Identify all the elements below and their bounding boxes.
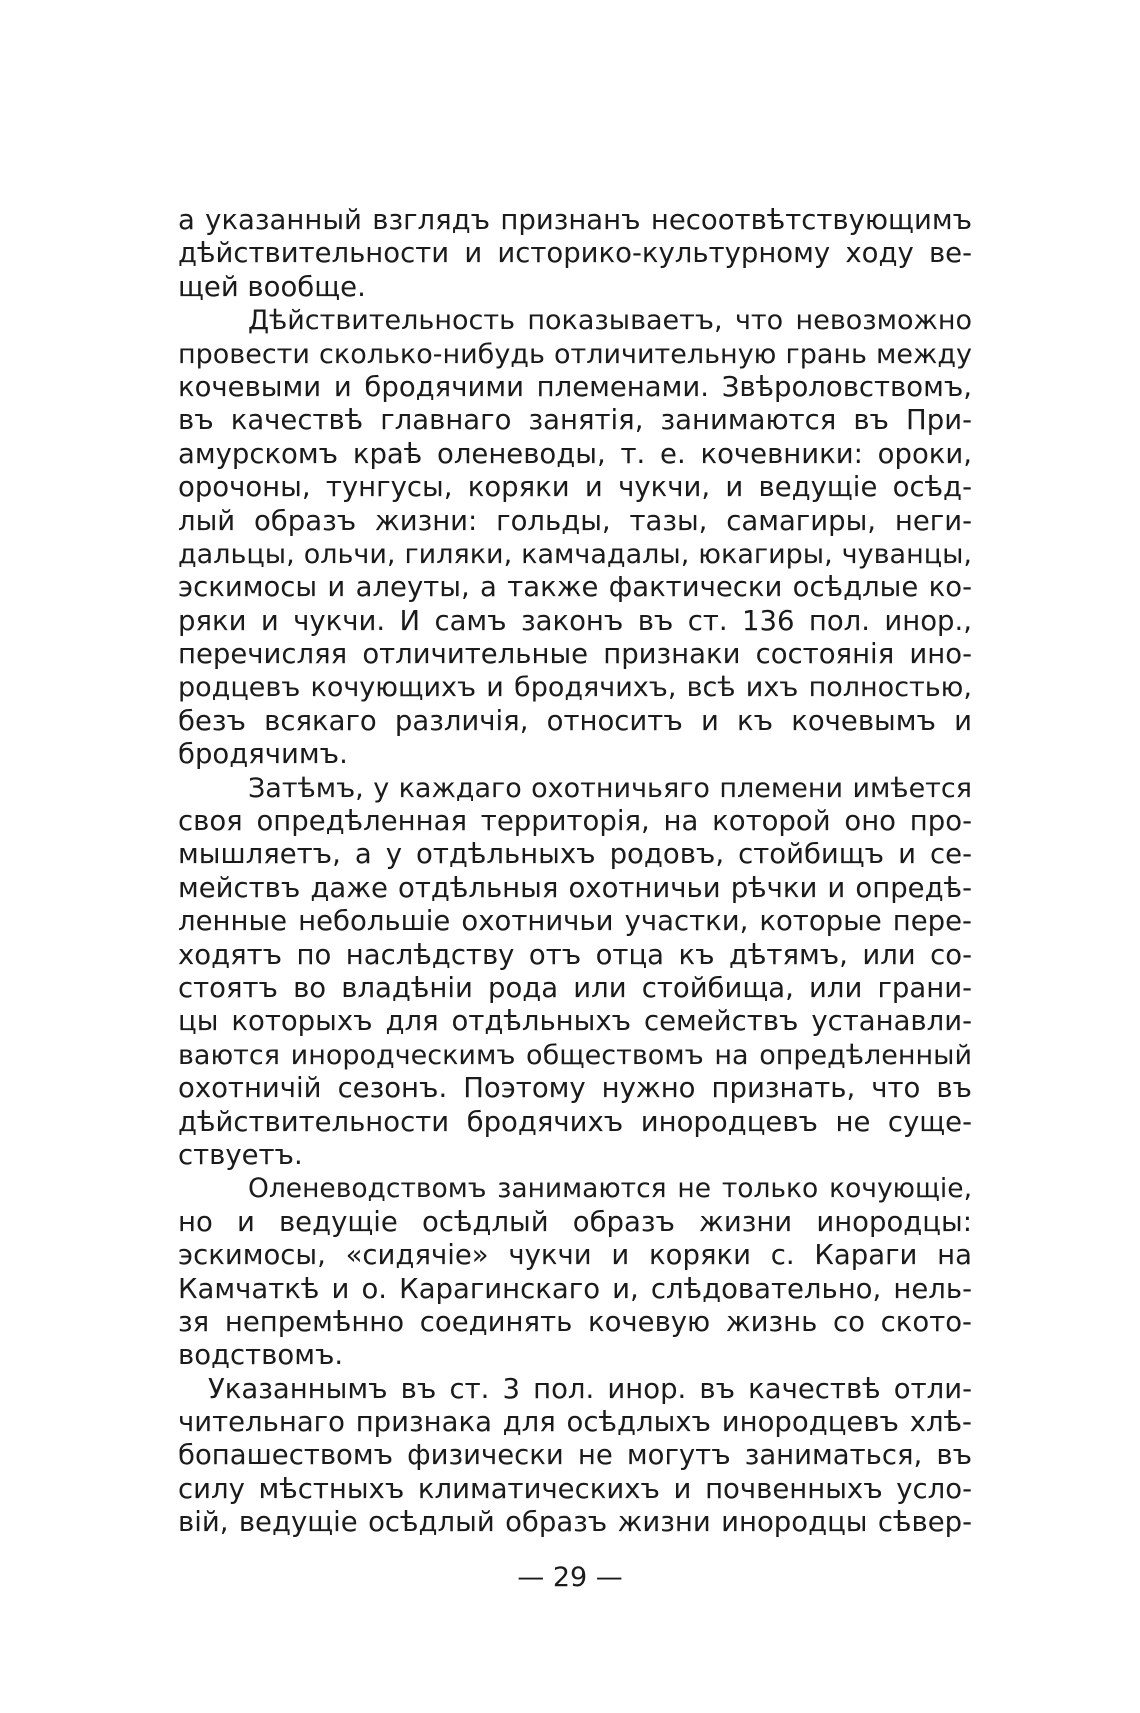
text-line: своя опредѣленная территорія, на которой оно про- xyxy=(178,805,972,838)
paragraph-start-line: Затѣмъ, у каждаго охотничьяго племени имѣется xyxy=(248,772,972,804)
text-line: бопашествомъ физически не могутъ заниматься, въ xyxy=(178,1439,972,1472)
text-line: дѣйствительности и историко-культурному ходу ве- xyxy=(178,237,972,270)
text-line: мышляетъ, а у отдѣльныхъ родовъ, стойбищъ и се- xyxy=(178,838,972,871)
paragraph-start-line: Дѣйствительность показываетъ, что невозможно xyxy=(248,305,972,337)
body-text xyxy=(178,204,972,1540)
text-line: въ качествѣ главнаго занятія, занимаются въ При- xyxy=(178,404,972,437)
text-line: провести сколько-нибудь отличительную грань между xyxy=(178,338,972,370)
text-line: вій, ведущіе осѣдлый образъ жизни инородцы сѣвер- xyxy=(178,1506,972,1539)
text-line: ваются инородческимъ обществомъ на опредѣленный xyxy=(178,1039,972,1071)
paragraph-start-line: Указаннымъ въ ст. 3 пол. инор. въ качествѣ отли- xyxy=(208,1372,972,1405)
text-line: перечисляя отличительные признаки состоянія ино- xyxy=(178,638,972,671)
text-line: Камчаткѣ и о. Карагинскаго и, слѣдовательно, нель- xyxy=(178,1272,972,1305)
text-line: стоятъ во владѣніи рода или стойбища, или грани- xyxy=(178,971,972,1004)
text-line: водствомъ. xyxy=(178,1339,344,1372)
page-number: — 29 — xyxy=(517,1562,623,1593)
text-line: дѣйствительности бродячихъ инородцевъ не суще- xyxy=(178,1105,972,1138)
text-line: щей вообще. xyxy=(178,270,366,303)
text-line: лый образъ жизни: гольды, тазы, самагиры, неги- xyxy=(178,504,972,537)
text-line: ленные небольшіе охотничьи участки, которые пере- xyxy=(178,905,972,938)
text-line: но и ведущіе осѣдлый образъ жизни инородцы: xyxy=(178,1205,972,1238)
text-line: орочоны, тунгусы, коряки и чукчи, и ведущіе осѣд- xyxy=(178,471,972,504)
text-line: силу мѣстныхъ климатическихъ и почвенныхъ усло- xyxy=(178,1472,972,1505)
text-line: родцевъ кочующихъ и бродячихъ, всѣ ихъ полностью, xyxy=(178,672,972,704)
text-line: мействъ даже отдѣльныя охотничьи рѣчки и опредѣ- xyxy=(178,871,972,904)
paragraph-start-line: Оленеводствомъ занимаются не только кочующіе, xyxy=(248,1173,972,1205)
text-line: охотничій сезонъ. Поэтому нужно признать, что въ xyxy=(178,1072,972,1105)
text-line: чительнаго признака для осѣдлыхъ инородцевъ хлѣ- xyxy=(178,1406,972,1439)
text-line: ряки и чукчи. И самъ законъ въ ст. 136 пол. инор., xyxy=(178,604,972,637)
text-line: бродячимъ. xyxy=(178,738,348,771)
text-line: зя непремѣнно соединять кочевую жизнь со ското- xyxy=(178,1305,972,1338)
text-line: цы которыхъ для отдѣльныхъ семействъ устанавли- xyxy=(178,1005,972,1038)
text-line: амурскомъ краѣ оленеводы, т. е. кочевники: ороки, xyxy=(178,437,972,470)
text-line: эскимосы и алеуты, а также фактически осѣдлые ко- xyxy=(178,571,972,604)
text-line: безъ всякаго различія, относитъ и къ кочевымъ и xyxy=(178,704,972,737)
text-line: эскимосы, «сидячіе» чукчи и коряки с. Караги на xyxy=(178,1239,972,1272)
text-line: дальцы, ольчи, гиляки, камчадалы, юкагиры, чуванцы, xyxy=(178,538,972,570)
text-line: а указанный взглядъ признанъ несоотвѣтствующимъ xyxy=(178,204,972,236)
text-line: ходятъ по наслѣдству отъ отца къ дѣтямъ, или со- xyxy=(178,938,972,971)
text-line: ствуетъ. xyxy=(178,1138,303,1171)
text-line: кочевыми и бродячими племенами. Звѣроловствомъ, xyxy=(178,370,972,403)
